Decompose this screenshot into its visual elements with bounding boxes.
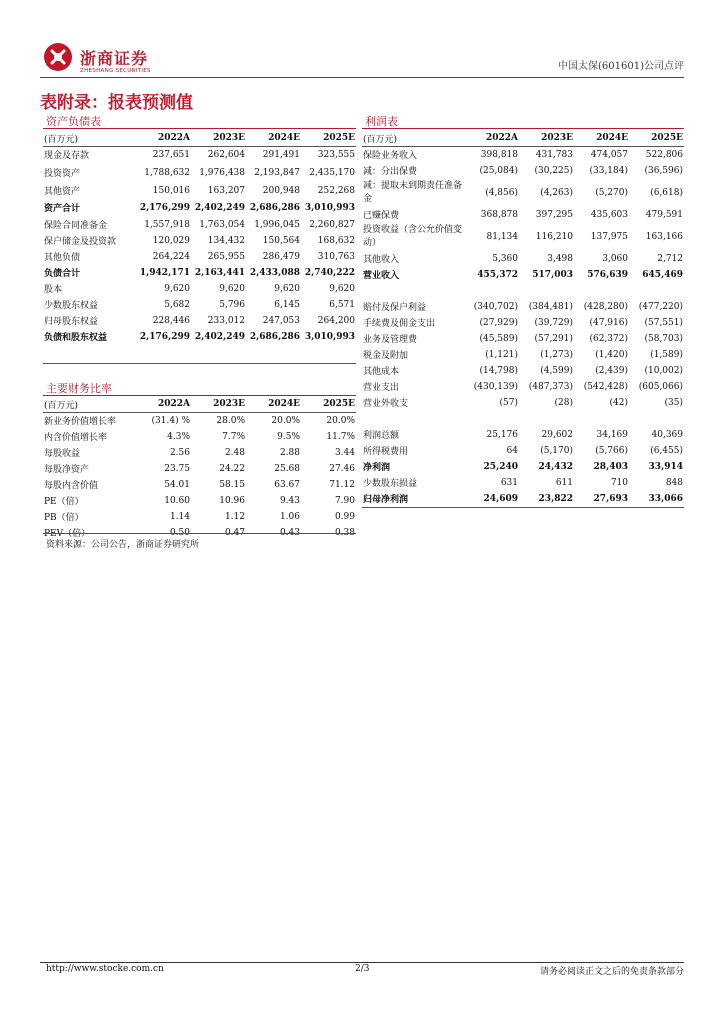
row-value: 25.68 (274, 463, 300, 474)
unit-header: (百万元) (363, 134, 398, 145)
row-value: 2,740,222 (304, 267, 355, 278)
row-value: 2,193,847 (254, 167, 300, 178)
row-value (574, 411, 629, 427)
table-row (362, 491, 684, 507)
row-value (465, 283, 519, 299)
row-label: 归母净利润 (363, 495, 409, 505)
table-row (43, 199, 356, 217)
table-row (362, 411, 684, 427)
income-statement-title-rule (362, 128, 684, 129)
row-value: 40,369 (651, 429, 683, 440)
year-header: 2022A (157, 133, 190, 143)
table-row (362, 267, 684, 283)
row-value: 200,948 (262, 185, 300, 196)
row-label: 其他负债 (44, 253, 81, 263)
row-value: 71.12 (329, 479, 355, 490)
row-value: (14,798) (479, 365, 518, 376)
row-value: 24,609 (483, 493, 518, 504)
row-label: 所得税费用 (363, 447, 409, 457)
row-label: 负债合计 (44, 269, 81, 279)
row-label: PEV（倍） (44, 529, 91, 539)
row-value: 265,955 (207, 251, 245, 262)
table-row (43, 413, 356, 429)
row-value: 0.47 (224, 527, 245, 538)
row-label: 保险合同准备金 (44, 221, 108, 231)
row-value: 11.7% (326, 431, 355, 442)
row-value: 137,975 (590, 231, 628, 242)
row-label: 现金及存款 (44, 151, 90, 162)
row-value: 3.44 (334, 447, 355, 458)
row-value: (605,066) (638, 381, 683, 392)
row-value: 1.12 (224, 511, 245, 522)
row-label: 投资资产 (44, 169, 81, 179)
table-row (43, 249, 356, 265)
balance-sheet-table (43, 130, 356, 345)
table-row (43, 147, 356, 163)
row-value: (5,170) (540, 445, 573, 456)
table-row (362, 443, 684, 459)
header-divider (40, 77, 684, 78)
brand-name-cn: 浙商证券 (80, 49, 149, 68)
row-value: 6,571 (329, 299, 355, 310)
row-value: 522,806 (645, 149, 683, 160)
table-row (362, 147, 684, 163)
row-label: 利润总额 (363, 431, 400, 441)
brand-logo (40, 38, 170, 78)
row-label: 减：提取未到期责任准备金 (363, 180, 463, 204)
row-value: 474,057 (590, 149, 628, 160)
row-value: 0.99 (334, 511, 355, 522)
row-value: 2,433,088 (249, 267, 300, 278)
row-value: 2.48 (224, 447, 245, 458)
row-value: 0.43 (279, 527, 300, 538)
row-value: (4,263) (540, 187, 573, 198)
row-value (629, 283, 684, 299)
row-value: (1,589) (650, 349, 683, 360)
row-value: (5,766) (595, 445, 628, 456)
row-value: (1,121) (485, 349, 518, 360)
row-value: (30,225) (534, 165, 573, 176)
row-value: 368,878 (480, 209, 518, 220)
row-value: 5,360 (492, 253, 518, 264)
table-row (43, 217, 356, 233)
row-value: 323,555 (317, 149, 355, 160)
row-value: 517,003 (532, 269, 573, 280)
table-row (362, 163, 684, 179)
row-value: 2,260,827 (309, 219, 355, 230)
row-value: (384,481) (528, 301, 573, 312)
row-value: 163,207 (207, 185, 245, 196)
table-row (43, 461, 356, 477)
row-label: 业务及管理费 (363, 335, 418, 345)
row-value: (4,599) (540, 365, 573, 376)
year-header: 2025E (651, 133, 683, 143)
row-value: 1.06 (279, 511, 300, 522)
brand-logo-icon (43, 42, 73, 72)
row-value: 310,763 (317, 251, 355, 262)
row-label: 已赚保费 (363, 211, 400, 221)
income-statement-bottom-rule (362, 507, 684, 508)
row-value: 2,435,170 (309, 167, 355, 178)
row-value: 237,651 (152, 149, 190, 160)
table-row (362, 363, 684, 379)
row-value: (35) (664, 397, 683, 408)
report-tag: 中国太保(601601)公司点评 (558, 61, 684, 72)
footer-url[interactable]: http://www.stocke.com.cn (46, 964, 164, 974)
table-row (43, 265, 356, 281)
row-value: (58,703) (644, 333, 683, 344)
row-value: 645,469 (642, 269, 683, 280)
row-value: (33,184) (589, 165, 628, 176)
row-value: (28) (554, 397, 573, 408)
income-statement-title: 利润表 (365, 115, 398, 128)
row-value: 1,942,171 (139, 267, 190, 278)
row-value: 23.75 (164, 463, 190, 474)
row-value: (5,270) (595, 187, 628, 198)
row-value: (477,220) (638, 301, 683, 312)
table-row (362, 347, 684, 363)
row-value: 33,066 (648, 493, 683, 504)
table-row (43, 445, 356, 461)
table-row (362, 179, 684, 207)
unit-header: (百万元) (44, 400, 79, 411)
row-label: 手续费及佣金支出 (363, 319, 436, 329)
year-header: 2024E (268, 399, 300, 409)
row-label: PB（倍） (44, 513, 84, 523)
row-value: 264,224 (152, 251, 190, 262)
row-value: 27,693 (593, 493, 628, 504)
row-value: 5,682 (164, 299, 190, 310)
year-header: 2025E (323, 133, 355, 143)
row-value: 3,498 (547, 253, 573, 264)
row-value: 7.7% (222, 431, 245, 442)
table-row (43, 233, 356, 249)
row-value: (10,002) (644, 365, 683, 376)
ratios-title: 主要财务比率 (46, 382, 112, 395)
row-value: 291,491 (262, 149, 300, 160)
row-value: 247,053 (262, 315, 300, 326)
row-value: 2,402,249 (194, 331, 245, 342)
row-value: (4,856) (485, 187, 518, 198)
row-value: 9.5% (277, 431, 300, 442)
row-value: (487,373) (528, 381, 573, 392)
row-value (465, 411, 519, 427)
row-label: 资产合计 (44, 204, 81, 214)
row-value: 24.22 (219, 463, 245, 474)
row-label: 每股收益 (44, 449, 81, 459)
row-value: 23,822 (538, 493, 573, 504)
income-statement-table (362, 130, 684, 507)
row-label: 其他资产 (44, 187, 81, 197)
row-value: 262,604 (207, 149, 245, 160)
source-note: 资料来源：公司公告，浙商证券研究所 (46, 540, 200, 550)
row-value: 252,268 (317, 185, 355, 196)
row-value (574, 283, 629, 299)
row-label: 归母股东权益 (44, 317, 99, 327)
row-value: 33,914 (648, 461, 683, 472)
row-value: (428,280) (583, 301, 628, 312)
table-row (362, 207, 684, 223)
row-value: 29,602 (541, 429, 573, 440)
year-header: 2022A (157, 399, 190, 409)
row-label: 赔付及保户利益 (363, 303, 427, 313)
row-value: 7.90 (334, 495, 355, 506)
row-value: 3,060 (602, 253, 628, 264)
year-header: 2023E (213, 399, 245, 409)
row-value: 150,564 (262, 235, 300, 246)
row-label: 负债和股东权益 (44, 333, 108, 343)
table-row (362, 331, 684, 347)
row-label: PE（倍） (44, 497, 84, 507)
row-value: 1,788,632 (144, 167, 190, 178)
unit-header: (百万元) (44, 134, 79, 145)
row-value: 2,176,299 (139, 202, 190, 213)
row-value: 2,176,299 (139, 331, 190, 342)
row-value: 9,620 (274, 283, 300, 294)
row-label (362, 411, 465, 427)
table-row (43, 329, 356, 345)
table-row (43, 281, 356, 297)
row-label: 少数股东权益 (44, 301, 99, 311)
balance-sheet-title: 资产负债表 (46, 115, 101, 128)
row-value: 9.43 (279, 495, 300, 506)
row-value: 9,620 (164, 283, 190, 294)
row-value: 4.3% (167, 431, 190, 442)
row-label: 其他收入 (363, 255, 400, 265)
row-value: 3,010,993 (304, 202, 355, 213)
table-row (362, 299, 684, 315)
row-value: 63.67 (274, 479, 300, 490)
row-value: 134,432 (207, 235, 245, 246)
row-value: 25,176 (486, 429, 518, 440)
row-value: 264,200 (317, 315, 355, 326)
row-value: 163,166 (645, 231, 683, 242)
row-value: (6,618) (650, 187, 683, 198)
row-value: 1,996,045 (254, 219, 300, 230)
row-label (362, 283, 465, 299)
row-label: 少数股东损益 (363, 479, 418, 489)
row-value: (340,702) (473, 301, 518, 312)
row-value: 611 (555, 477, 573, 488)
row-value: 6,145 (274, 299, 300, 310)
table-row (362, 283, 684, 299)
row-value: (45,589) (479, 333, 518, 344)
row-value: 150,016 (152, 185, 190, 196)
row-value: 0.50 (169, 527, 190, 538)
row-value: (1,273) (540, 349, 573, 360)
row-value: 28.0% (216, 415, 245, 426)
row-value: (6,455) (650, 445, 683, 456)
row-value: 20.0% (326, 415, 355, 426)
row-value: 2,402,249 (194, 202, 245, 213)
row-value: 3,010,993 (304, 331, 355, 342)
row-value: (39,729) (534, 317, 573, 328)
row-value: 631 (500, 477, 518, 488)
year-header: 2024E (596, 133, 628, 143)
row-value: 2,712 (657, 253, 683, 264)
row-value: 228,446 (152, 315, 190, 326)
row-value: 2.56 (169, 447, 190, 458)
row-value (629, 411, 684, 427)
row-value: 27.46 (329, 463, 355, 474)
row-value: 2,686,286 (249, 202, 300, 213)
row-label: 减：分出保费 (363, 167, 418, 177)
row-value: 1,976,438 (199, 167, 245, 178)
row-label: 保户储金及投资款 (44, 237, 117, 247)
row-label: 每股内含价值 (44, 481, 99, 491)
row-value: 34,169 (596, 429, 628, 440)
row-value: 398,818 (480, 149, 518, 160)
table-row (43, 183, 356, 199)
page-title: 表附录：报表预测值 (40, 93, 193, 113)
table-row (43, 163, 356, 183)
year-header: 2023E (541, 133, 573, 143)
row-value: 1.14 (169, 511, 190, 522)
row-value: 455,372 (477, 269, 518, 280)
row-label: 净利润 (363, 463, 391, 473)
row-label: 股本 (44, 285, 63, 295)
row-value: (31.4) % (151, 415, 190, 426)
footer-page-number: 2/3 (355, 964, 370, 974)
row-value: 9,620 (329, 283, 355, 294)
row-value: 58.15 (219, 479, 245, 490)
row-value: (57) (499, 397, 518, 408)
year-header: 2025E (323, 399, 355, 409)
row-value: 576,639 (587, 269, 628, 280)
row-value: 54.01 (164, 479, 190, 490)
row-value: 25,240 (483, 461, 518, 472)
row-value: 479,591 (645, 209, 683, 220)
row-value: (27,929) (479, 317, 518, 328)
row-label: 投资收益（含公允价值变动） (363, 224, 463, 248)
table-row (43, 493, 356, 509)
row-value: 286,479 (262, 251, 300, 262)
row-label: 营业支出 (363, 383, 400, 393)
row-value: 120,029 (152, 235, 190, 246)
balance-sheet-bottom-rule (43, 363, 356, 364)
ratios-table (43, 396, 356, 541)
row-value: 9,620 (219, 283, 245, 294)
row-value: 168,632 (317, 235, 355, 246)
row-value: 710 (610, 477, 628, 488)
row-value (519, 283, 574, 299)
row-value: 431,783 (535, 149, 573, 160)
row-value: 116,210 (535, 231, 573, 242)
footer-divider (40, 962, 684, 963)
row-value: 435,603 (590, 209, 628, 220)
row-value: 5,796 (219, 299, 245, 310)
row-value: (542,428) (583, 381, 628, 392)
row-value: 848 (665, 477, 683, 488)
row-value: 0.38 (334, 527, 355, 538)
row-value: (57,291) (534, 333, 573, 344)
row-value: 1,763,054 (199, 219, 245, 230)
row-value: 20.0% (271, 415, 300, 426)
row-label: 内含价值增长率 (44, 433, 108, 443)
row-value: 10.96 (219, 495, 245, 506)
row-value: 2,686,286 (249, 331, 300, 342)
row-label: 税金及附加 (363, 351, 409, 361)
row-value: 64 (506, 445, 518, 456)
row-label: 营业外收支 (363, 399, 409, 409)
table-row (362, 395, 684, 411)
row-value: 28,403 (593, 461, 628, 472)
page-header (40, 38, 684, 78)
row-value: (47,916) (589, 317, 628, 328)
table-row (362, 251, 684, 267)
year-header: 2022A (485, 133, 518, 143)
row-value (519, 411, 574, 427)
footer-disclaimer: 请务必阅读正文之后的免责条款部分 (539, 967, 684, 977)
table-row (43, 477, 356, 493)
row-value: 233,012 (207, 315, 245, 326)
table-row (362, 475, 684, 491)
year-header: 2023E (213, 133, 245, 143)
row-value: 2,163,441 (194, 267, 245, 278)
row-value: (42) (609, 397, 628, 408)
table-row (362, 223, 684, 251)
brand-name-en: ZHESHANG SECURITIES (80, 68, 151, 74)
row-value: 10.60 (164, 495, 190, 506)
year-header: 2024E (268, 133, 300, 143)
table-row (362, 427, 684, 443)
row-value: 1,557,918 (144, 219, 190, 230)
ratios-bottom-rule (43, 533, 356, 534)
row-value: (430,139) (473, 381, 518, 392)
table-row (362, 459, 684, 475)
balance-sheet-title-rule (43, 128, 356, 129)
row-label: 其他成本 (363, 367, 400, 377)
table-row (43, 509, 356, 525)
row-value: (25,084) (479, 165, 518, 176)
table-row (43, 297, 356, 313)
row-label: 新业务价值增长率 (44, 417, 117, 428)
row-value: (36,596) (644, 165, 683, 176)
row-value: (62,372) (589, 333, 628, 344)
row-value: 81,134 (486, 231, 518, 242)
row-value: (57,551) (644, 317, 683, 328)
table-row (43, 313, 356, 329)
row-label: 营业收入 (363, 271, 400, 281)
table-row (43, 429, 356, 445)
table-row (362, 315, 684, 331)
row-value: 397,295 (535, 209, 573, 220)
row-value: (1,420) (595, 349, 628, 360)
row-label: 保险业务收入 (363, 151, 418, 162)
row-value: (2,439) (595, 365, 628, 376)
row-label: 每股净资产 (44, 465, 90, 475)
row-value: 2.88 (279, 447, 300, 458)
row-value: 24,432 (538, 461, 573, 472)
table-row (362, 379, 684, 395)
